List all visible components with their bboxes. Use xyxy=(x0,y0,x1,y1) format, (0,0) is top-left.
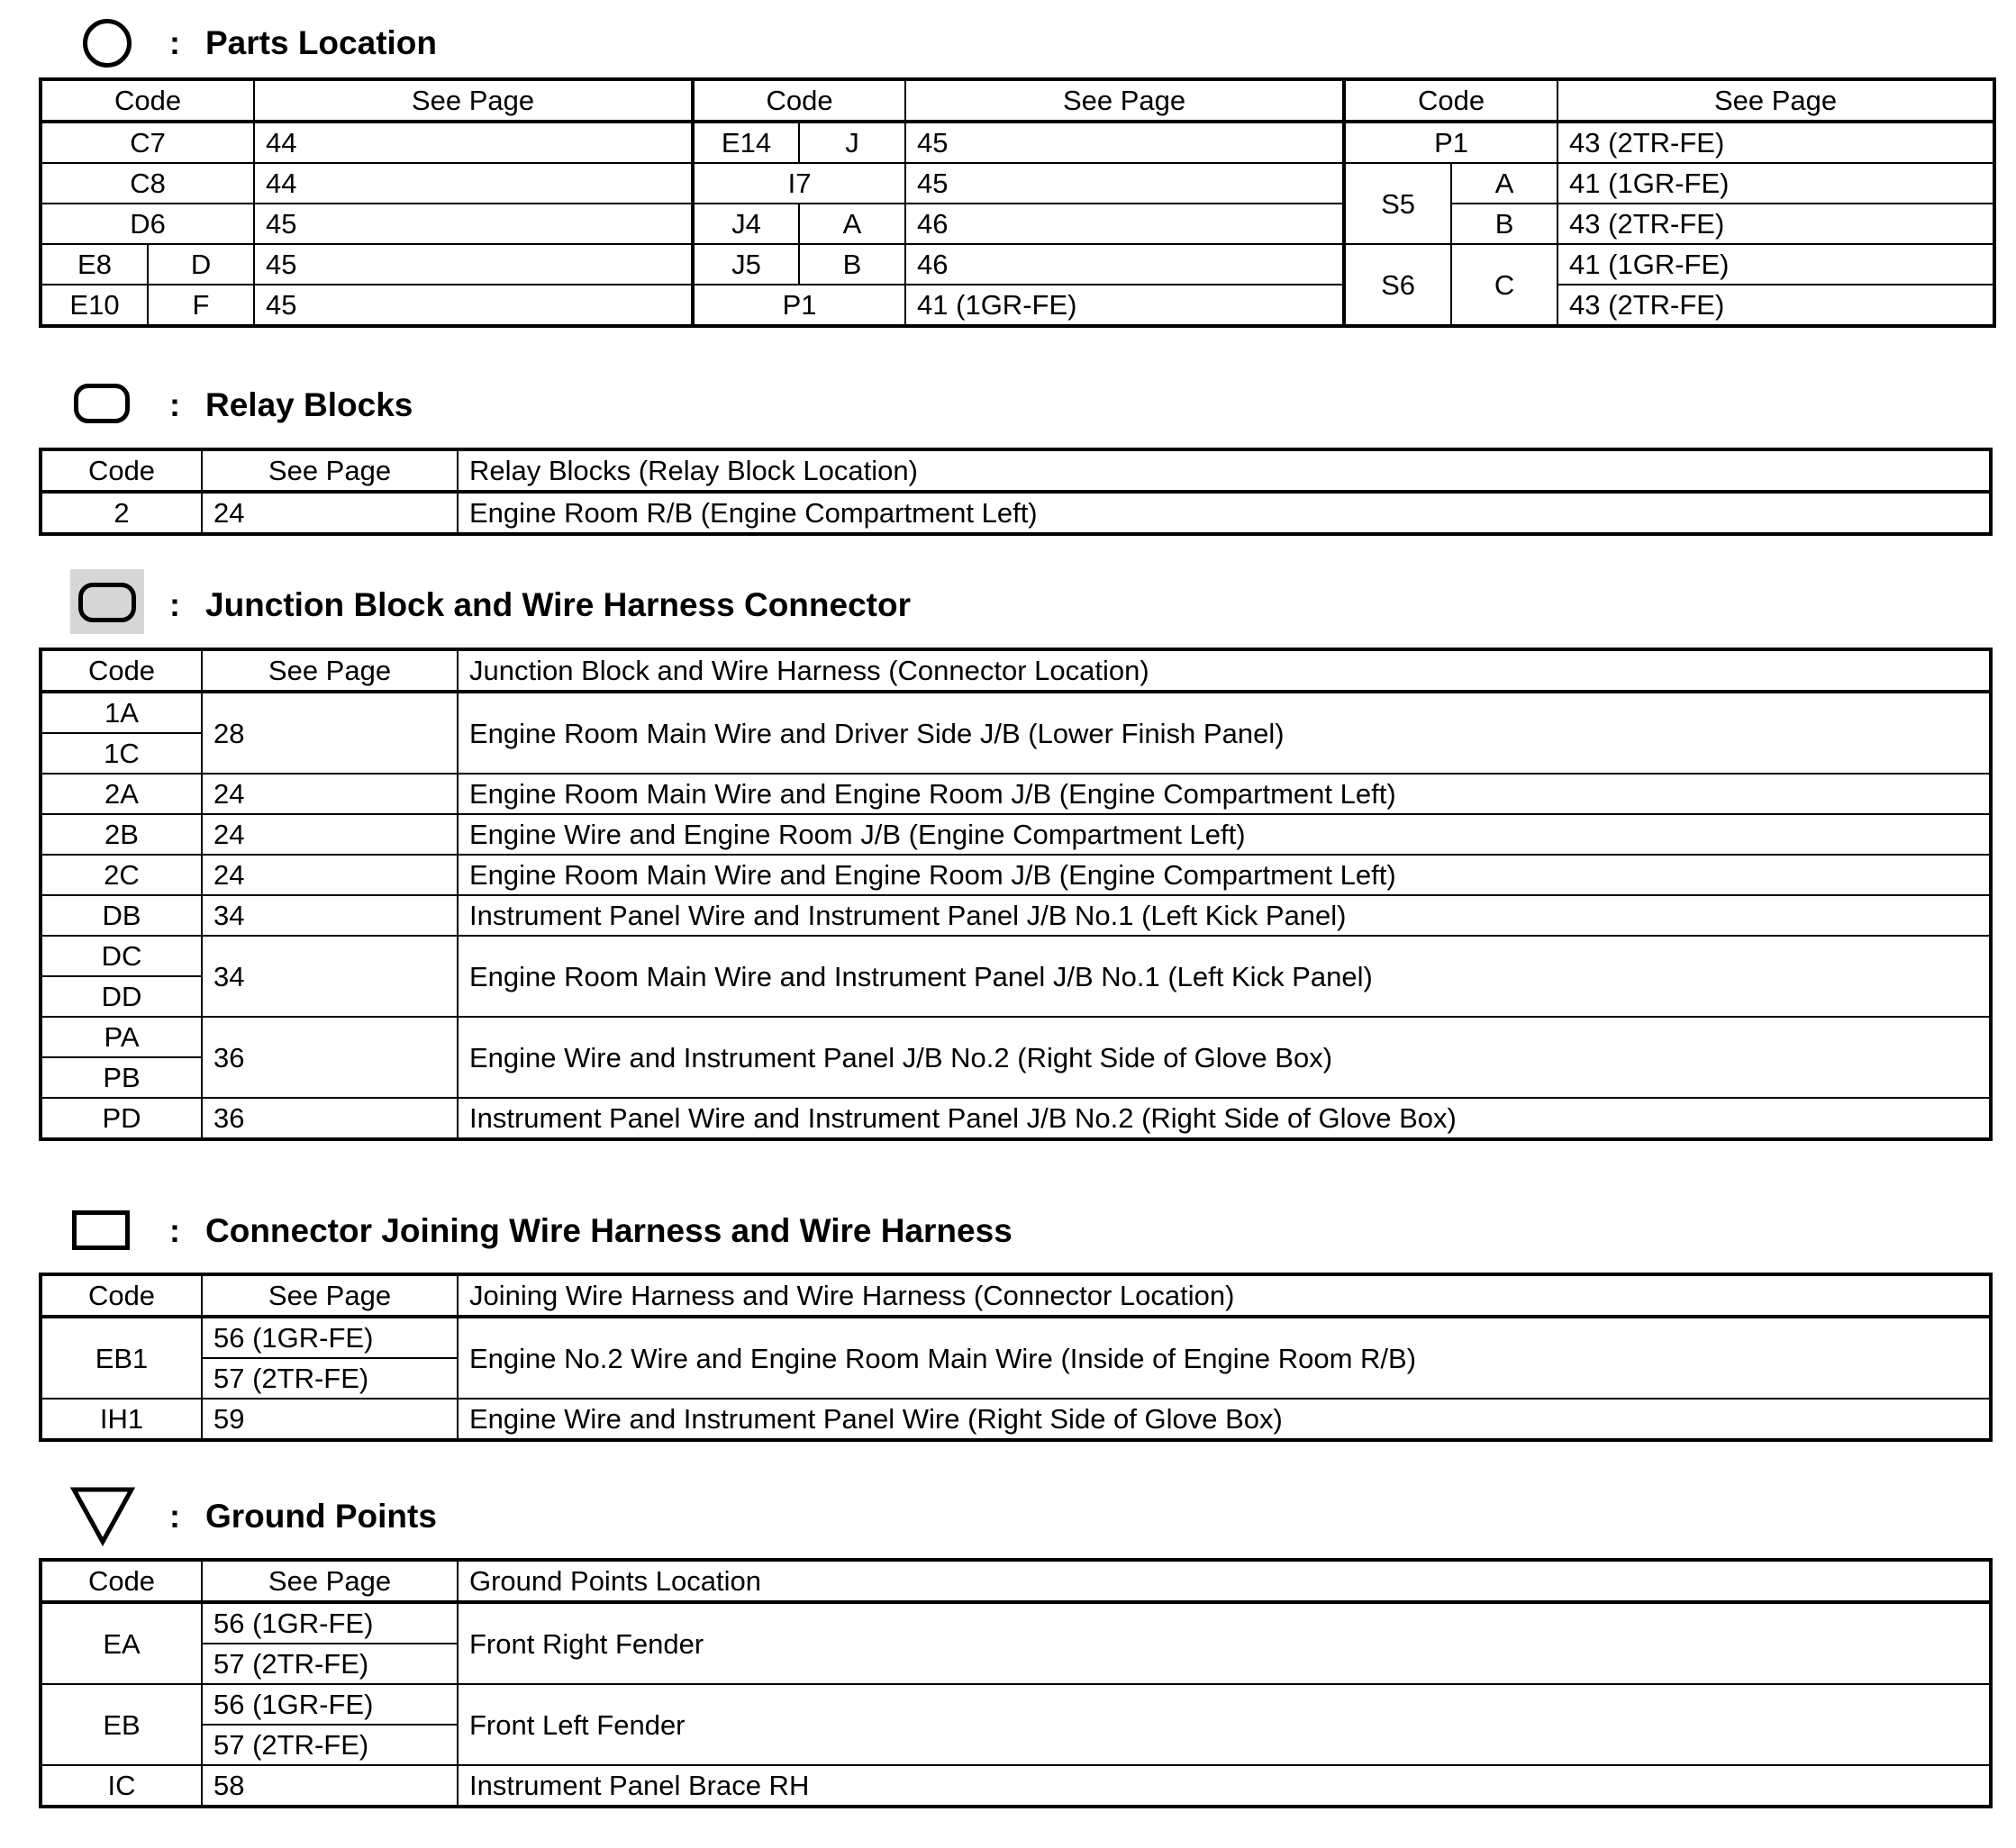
junction-block-heading: : Junction Block and Wire Harness Connector xyxy=(70,569,911,641)
parts-location-title: Parts Location xyxy=(205,24,437,61)
table-row: C8 44 I7 45 S5 A 41 (1GR-FE) xyxy=(41,163,1994,204)
table-header-row: Code See Page Junction Block and Wire Harness (Connector Location) xyxy=(41,649,1991,692)
connector-joining-heading: : Connector Joining Wire Harness and Wire Harness xyxy=(70,1195,1013,1267)
table-row: E10 F 45 P1 41 (1GR-FE) 43 (2TR-FE) xyxy=(41,285,1994,326)
rectangle-icon xyxy=(70,1195,151,1267)
table-row: EB1 56 (1GR-FE) Engine No.2 Wire and Engine Room Main Wire (Inside of Engine Room R/B) xyxy=(41,1317,1991,1358)
table-row: IH1 59 Engine Wire and Instrument Panel Wire (Right Side of Glove Box) xyxy=(41,1399,1991,1440)
table-row: D6 45 J4 A 46 B 43 (2TR-FE) xyxy=(41,204,1994,244)
triangle-icon xyxy=(70,1481,151,1553)
junction-block-table xyxy=(39,648,1993,1141)
table-header-row: Code See Page Joining Wire Harness and Wire Harness (Connector Location) xyxy=(41,1274,1991,1317)
table-row: PA 36 Engine Wire and Instrument Panel J/B No.2 (Right Side of Glove Box) xyxy=(41,1017,1991,1057)
table-row: EB 56 (1GR-FE) Front Left Fender xyxy=(41,1684,1991,1725)
connector-joining-table xyxy=(39,1273,1993,1442)
ground-points-title: Ground Points xyxy=(205,1498,437,1535)
table-header-row: Code See Page Code See Page Code See Page xyxy=(41,79,1994,122)
shaded-rounded-rect-icon xyxy=(70,569,151,641)
table-row: PB xyxy=(41,1057,1991,1098)
table-row: 2B 24 Engine Wire and Engine Room J/B (Engine Compartment Left) xyxy=(41,814,1991,855)
table-row: PD 36 Instrument Panel Wire and Instrument Panel J/B No.2 (Right Side of Glove Box) xyxy=(41,1098,1991,1139)
table-row: 57 (2TR-FE) xyxy=(41,1725,1991,1765)
table-row: E8 D 45 J5 B 46 S6 C 41 (1GR-FE) xyxy=(41,244,1994,285)
table-row: DD xyxy=(41,976,1991,1017)
table-row: 2 24 Engine Room R/B (Engine Compartment Left) xyxy=(41,492,1991,534)
connector-joining-title: Connector Joining Wire Harness and Wire Harness xyxy=(205,1212,1013,1249)
table-row: DC 34 Engine Room Main Wire and Instrument Panel J/B No.1 (Left Kick Panel) xyxy=(41,936,1991,976)
table-row: EA 56 (1GR-FE) Front Right Fender xyxy=(41,1602,1991,1644)
table-row: 1A 28 Engine Room Main Wire and Driver Side J/B (Lower Finish Panel) xyxy=(41,692,1991,733)
junction-block-title: Junction Block and Wire Harness Connector xyxy=(205,586,911,623)
table-row: DB 34 Instrument Panel Wire and Instrument Panel J/B No.1 (Left Kick Panel) xyxy=(41,895,1991,936)
table-row: 57 (2TR-FE) xyxy=(41,1644,1991,1684)
rounded-rect-icon xyxy=(70,369,151,441)
relay-blocks-title: Relay Blocks xyxy=(205,386,413,423)
table-row: 57 (2TR-FE) xyxy=(41,1358,1991,1399)
table-row: IC 58 Instrument Panel Brace RH xyxy=(41,1765,1991,1807)
table-row: 2C 24 Engine Room Main Wire and Engine Room J/B (Engine Compartment Left) xyxy=(41,855,1991,895)
parts-location-table xyxy=(39,77,1996,328)
table-header-row: Code See Page Ground Points Location xyxy=(41,1560,1991,1602)
parts-location-heading: : Parts Location xyxy=(70,7,437,79)
table-row: 2A 24 Engine Room Main Wire and Engine Room J/B (Engine Compartment Left) xyxy=(41,774,1991,814)
ground-points-heading: : Ground Points xyxy=(70,1481,437,1553)
table-row: 1C xyxy=(41,733,1991,774)
table-row: C7 44 E14 J 45 P1 43 (2TR-FE) xyxy=(41,122,1994,163)
ground-points-table xyxy=(39,1558,1993,1808)
circle-icon xyxy=(70,7,151,79)
relay-blocks-table xyxy=(39,448,1993,536)
relay-blocks-heading: : Relay Blocks xyxy=(70,369,413,441)
table-header-row: Code See Page Relay Blocks (Relay Block Location) xyxy=(41,449,1991,492)
